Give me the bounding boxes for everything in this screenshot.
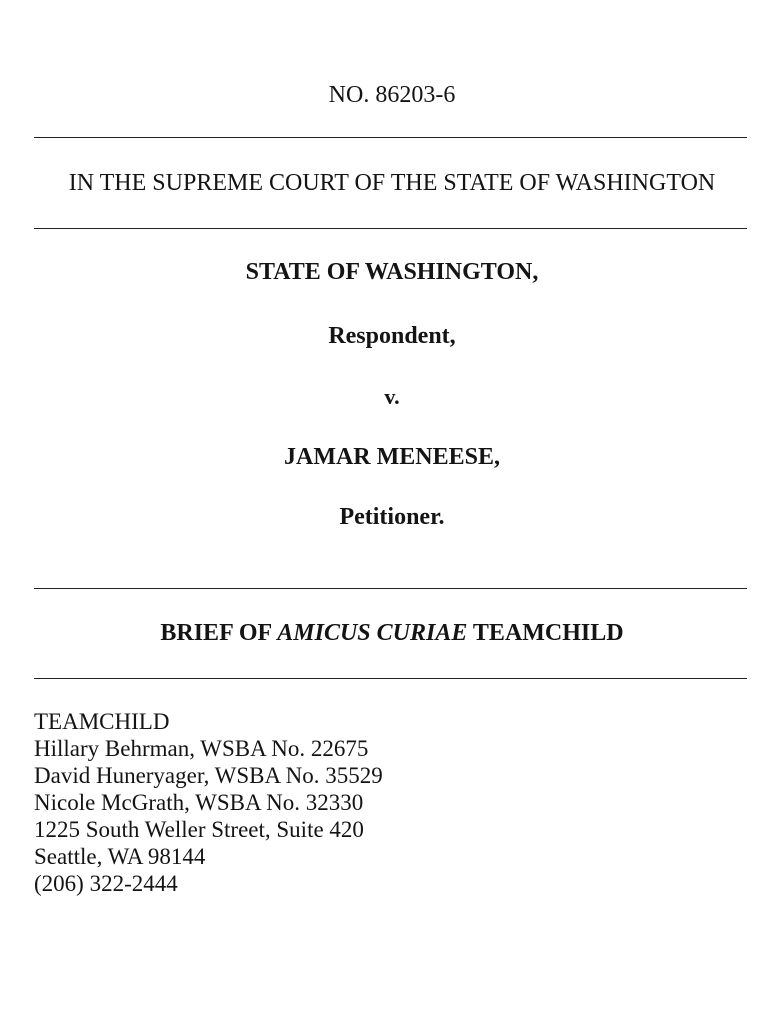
- counsel-address-line2: Seattle, WA 98144: [34, 844, 206, 869]
- counsel-block: [34, 708, 383, 897]
- party-one: STATE OF WASHINGTON,: [245, 259, 539, 285]
- counsel-organization: TEAMCHILD: [34, 709, 170, 734]
- court-name: IN THE SUPREME COURT OF THE STATE OF WASHINGTON: [68, 170, 716, 196]
- brief-title-suffix: TEAMCHILD: [467, 620, 624, 646]
- counsel-attorney: Hillary Behrman, WSBA No. 22675: [34, 736, 369, 761]
- counsel-attorney: David Huneryager, WSBA No. 35529: [34, 763, 383, 788]
- divider-top: [34, 137, 747, 138]
- party-one-role: Respondent,: [328, 323, 456, 349]
- brief-title: [0, 620, 784, 647]
- divider-caption-top: [34, 228, 747, 229]
- counsel-address-line1: 1225 South Weller Street, Suite 420: [34, 817, 364, 842]
- divider-brief-top: [34, 588, 747, 589]
- brief-title-italic: AMICUS CURIAE: [277, 620, 468, 646]
- docket-number: NO. 86203-6: [328, 82, 456, 108]
- party-two: JAMAR MENEESE,: [283, 444, 500, 470]
- brief-title-prefix: BRIEF OF: [160, 620, 278, 646]
- party-two-role: Petitioner.: [339, 504, 445, 530]
- counsel-phone: (206) 322-2444: [34, 871, 178, 896]
- divider-brief-bottom: [34, 678, 747, 679]
- counsel-attorney: Nicole McGrath, WSBA No. 32330: [34, 790, 364, 815]
- versus: v.: [384, 384, 400, 409]
